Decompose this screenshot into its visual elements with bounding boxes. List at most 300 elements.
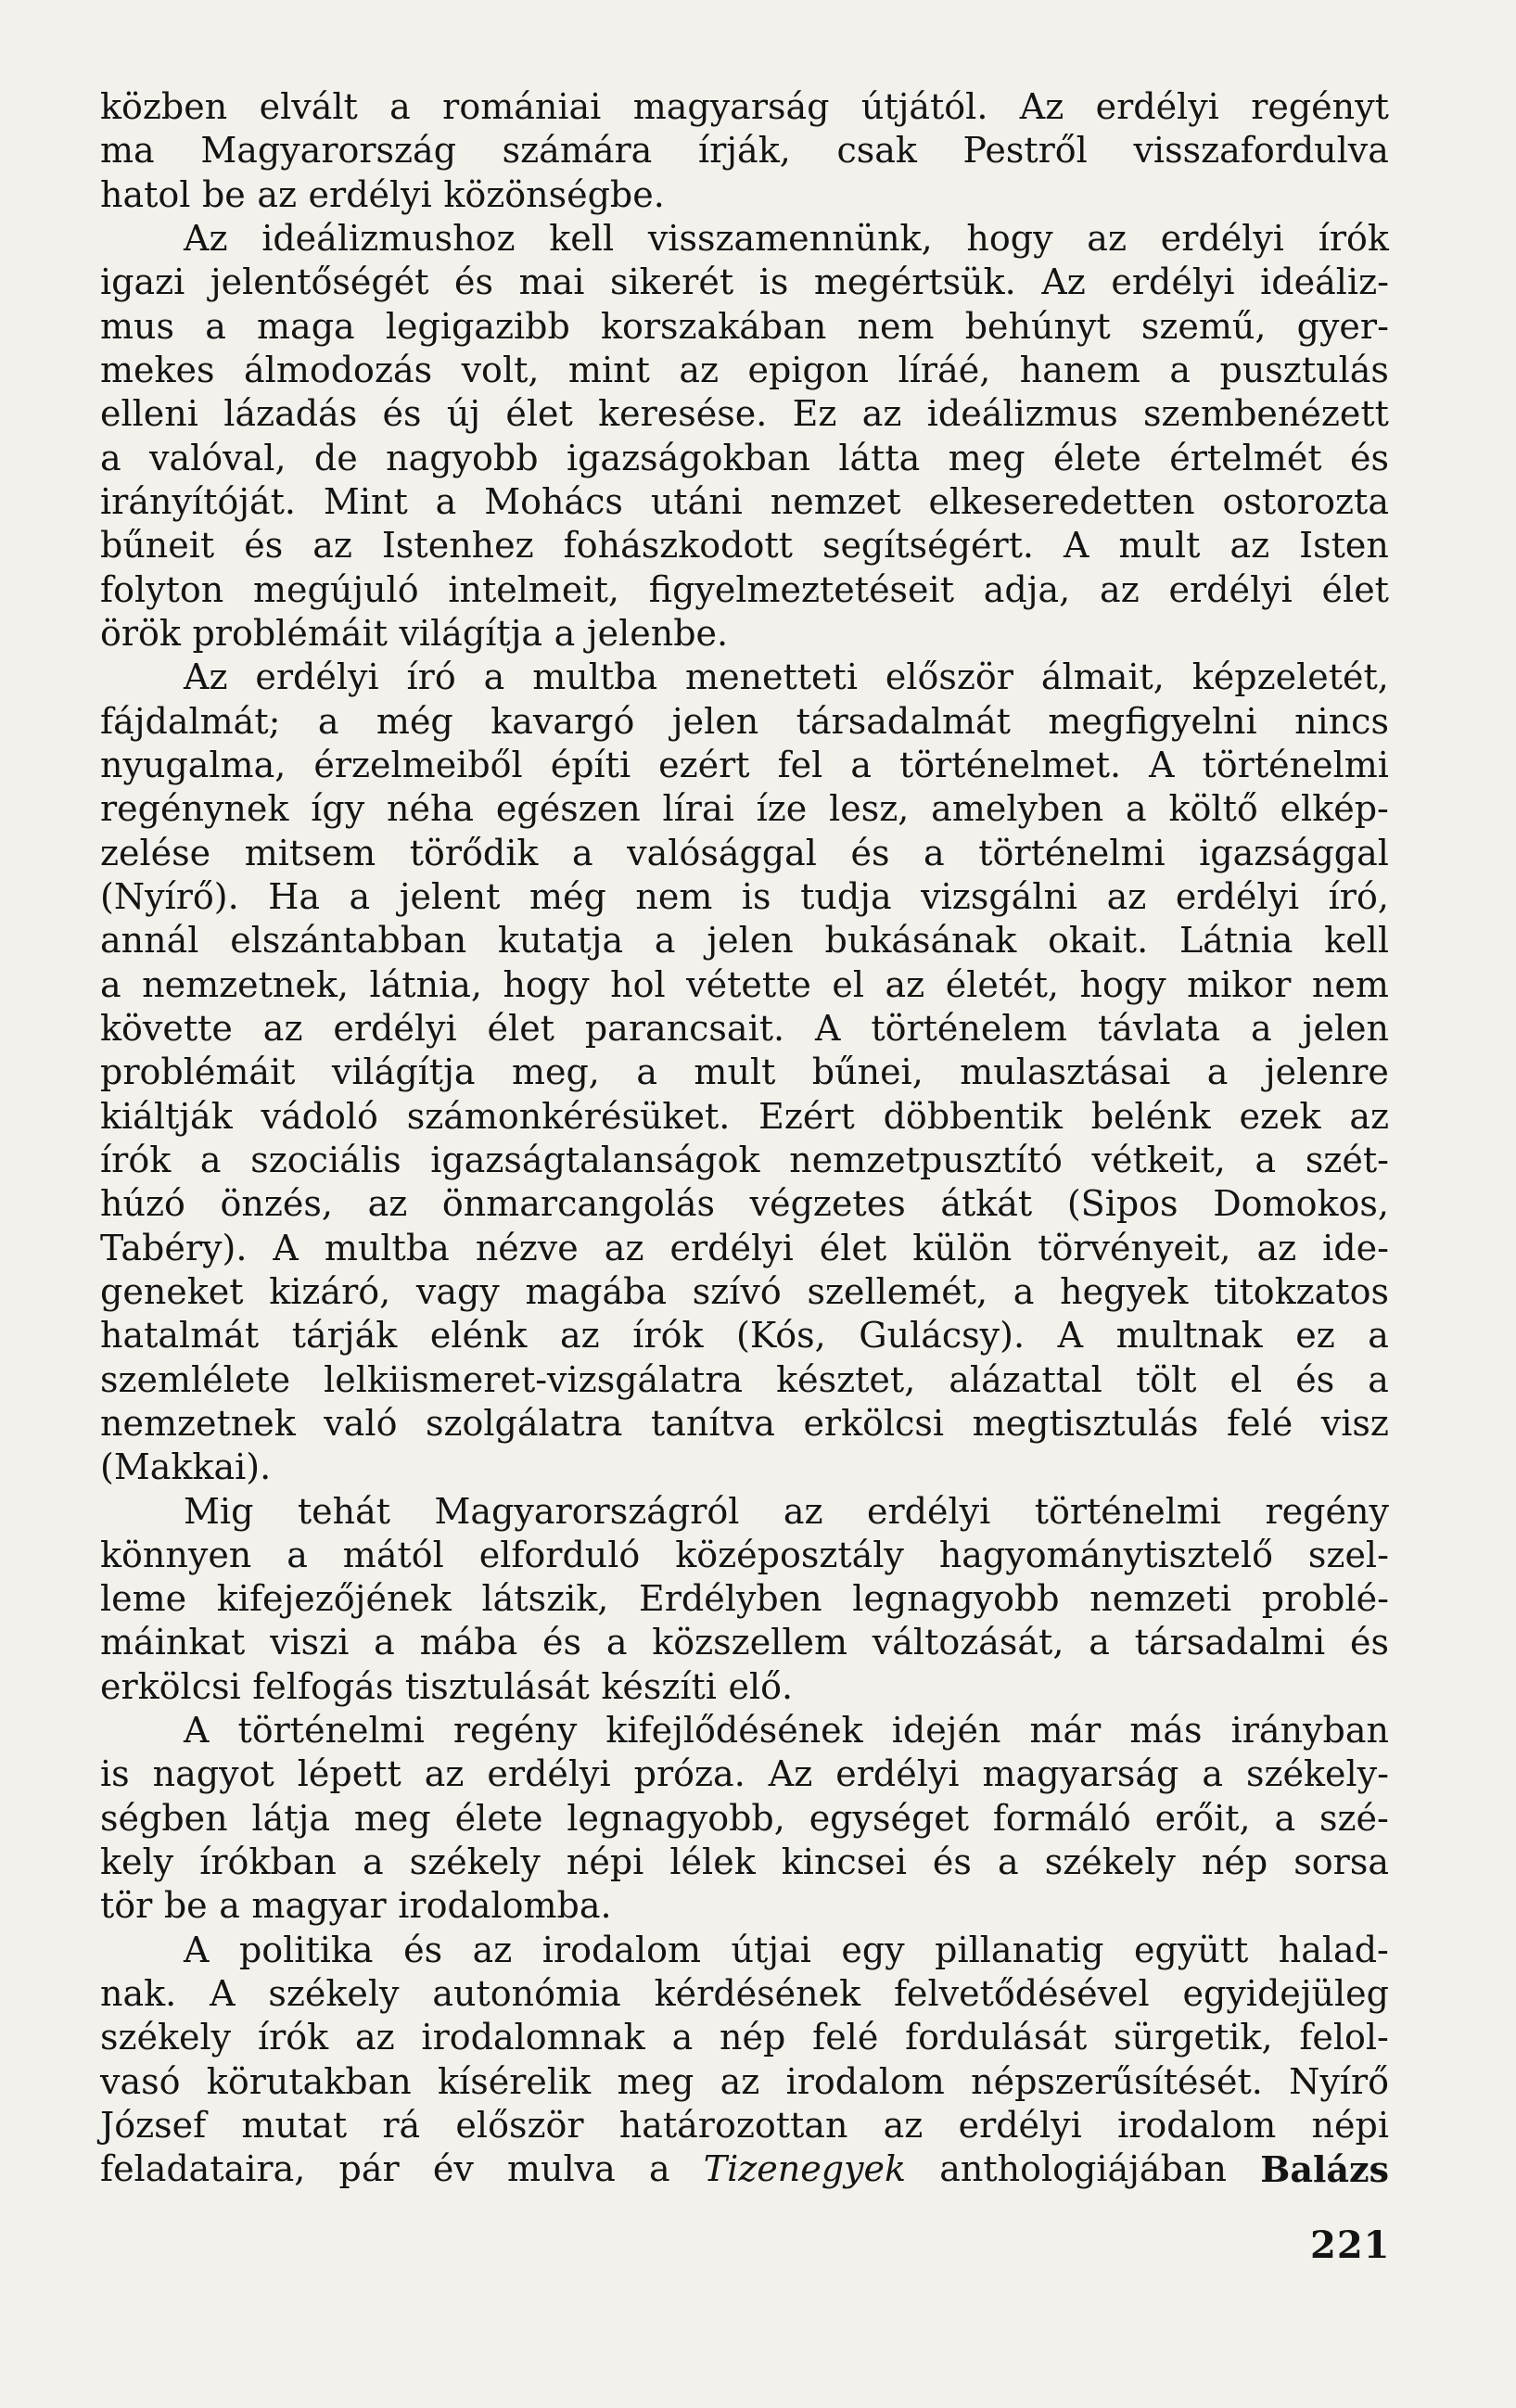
word: és: [403, 1929, 443, 1970]
word: változását,: [872, 1622, 1064, 1663]
word: a: [349, 875, 371, 917]
word: lírai: [662, 788, 734, 830]
word: az: [1229, 525, 1270, 567]
text-line: [100, 2060, 1389, 2104]
word: készíti: [601, 1665, 717, 1707]
word: visz: [1320, 1402, 1389, 1444]
word: sürgetik,: [1114, 2017, 1273, 2058]
word: jelenbe.: [586, 612, 729, 654]
word: erdélyi: [487, 1753, 611, 1795]
word: új: [446, 393, 481, 435]
text-line: [100, 1270, 1389, 1314]
word: regény: [1265, 1490, 1389, 1532]
word: irodalom: [541, 1929, 702, 1970]
word: kell: [549, 217, 615, 259]
word: íze: [756, 788, 808, 830]
word: vádoló: [261, 1095, 378, 1137]
word: egy: [841, 1929, 905, 1970]
word: formáló: [992, 1797, 1131, 1839]
word: nagyot: [152, 1753, 274, 1795]
word: tanítva: [650, 1402, 775, 1444]
word: viszi: [270, 1622, 350, 1663]
word: szembenézett: [1143, 393, 1389, 435]
word: vagy: [415, 1270, 500, 1312]
word: jelentőségét: [210, 261, 429, 303]
word: külön: [912, 1227, 1013, 1268]
word: a: [554, 612, 576, 654]
word: ezért: [658, 744, 750, 785]
text-line: [100, 1797, 1389, 1841]
word: útjától.: [860, 86, 988, 127]
word: rá: [382, 2105, 421, 2147]
word: leme: [100, 1578, 187, 1620]
text-line: [100, 524, 1389, 567]
word: felé: [812, 2017, 879, 2058]
word: a: [435, 480, 457, 522]
word: még: [529, 875, 606, 917]
word: volt,: [461, 349, 540, 390]
word: az: [262, 1007, 303, 1049]
word: bűnei,: [811, 1051, 924, 1093]
word: mitsem: [244, 832, 376, 873]
word: segítségért.: [822, 525, 1034, 567]
word: Pestről: [962, 130, 1088, 172]
text-line: [100, 700, 1389, 744]
word: folyton: [100, 568, 224, 610]
word: Tizenegyek: [703, 2148, 907, 2190]
word: húzó: [100, 1183, 185, 1225]
word: líráé,: [898, 349, 991, 390]
word: egészen: [495, 788, 641, 830]
word: mult: [1118, 525, 1201, 567]
word: a: [374, 1622, 395, 1663]
word: tör: [100, 1885, 153, 1927]
word: Domokos,: [1213, 1183, 1389, 1225]
word: nézve: [475, 1227, 579, 1268]
word: a: [100, 437, 121, 478]
text-line: [100, 173, 1389, 217]
text-line: [100, 1709, 1389, 1752]
word: szívó: [692, 1270, 782, 1312]
word: erdélyi: [669, 1227, 794, 1268]
word: zelése: [100, 832, 211, 873]
word: Ezért: [758, 1095, 855, 1137]
word: írók: [1318, 217, 1389, 259]
word: pillanatig: [935, 1929, 1104, 1970]
word: jelent: [399, 875, 501, 917]
word: közszellem: [652, 1622, 848, 1663]
word: élet: [819, 1227, 887, 1268]
text-line: [100, 1446, 1389, 1489]
word: az: [1100, 568, 1140, 610]
word: székely-: [1245, 1753, 1389, 1795]
word: törvényeit,: [1038, 1227, 1231, 1268]
word: elvált: [259, 86, 358, 127]
word: Az: [768, 1753, 813, 1795]
text-line: [100, 261, 1389, 304]
word: igazságokban: [566, 437, 810, 478]
word: vétkeit,: [1091, 1139, 1226, 1180]
word: hanem: [1019, 349, 1140, 390]
word: a: [654, 920, 676, 962]
word: nemzetnek: [100, 1402, 296, 1444]
word: az: [1106, 875, 1147, 917]
word: szociális: [250, 1139, 401, 1180]
word: mától: [342, 1534, 444, 1575]
word: visszamennünk,: [647, 217, 933, 259]
word: a: [636, 1051, 657, 1093]
word: a: [1089, 1622, 1110, 1663]
word: A: [814, 1007, 841, 1049]
word: átkát: [940, 1183, 1033, 1225]
word: kiáltják: [100, 1095, 233, 1137]
word: nem: [635, 875, 713, 917]
word: látnia,: [369, 963, 482, 1005]
word: a: [100, 963, 121, 1005]
text-line: [100, 963, 1389, 1007]
text-line: [100, 1929, 1389, 1972]
word: lelkiismeret-vizsgálatra: [324, 1358, 744, 1400]
text-line: [100, 1534, 1389, 1577]
word: irodalom: [1117, 2105, 1277, 2147]
text-line: [100, 392, 1389, 436]
word: megújuló: [252, 568, 419, 610]
word: fohászkodott: [563, 525, 793, 567]
word: szemű,: [1140, 305, 1267, 347]
word: szellemét,: [807, 1270, 988, 1312]
word: erdélyi: [1160, 217, 1284, 259]
word: felol-: [1299, 2017, 1389, 2058]
word: mikor: [1187, 963, 1292, 1005]
word: Mohács: [484, 480, 623, 522]
word: népszerűsítését.: [971, 2060, 1263, 2102]
word: történelmet.: [898, 744, 1122, 785]
word: megfigyelni: [1048, 700, 1257, 742]
word: lázadás: [223, 393, 358, 435]
word: erkölcsi: [100, 1665, 241, 1707]
word: próza.: [633, 1753, 745, 1795]
word: legigazibb: [385, 305, 570, 347]
word: az: [472, 1929, 513, 1970]
word: mus: [100, 305, 175, 347]
text-line: [100, 1227, 1389, 1270]
word: Ha: [268, 875, 320, 917]
word: és: [1295, 1358, 1335, 1400]
word: be: [163, 1885, 208, 1927]
word: visszafordulva: [1133, 130, 1389, 172]
text-line: [100, 2147, 1389, 2191]
word: regénynek: [100, 788, 289, 830]
text-line: [100, 2104, 1389, 2147]
text-line: [100, 612, 1389, 656]
word: az: [783, 1490, 823, 1532]
word: már: [1029, 1710, 1102, 1752]
word: romániai: [442, 86, 602, 127]
word: fájdalmát;: [100, 700, 281, 742]
word: hegyek: [1060, 1270, 1189, 1312]
page-number: 221: [1310, 2223, 1391, 2267]
word: felvetődésével: [893, 1973, 1150, 2015]
word: írók: [100, 1139, 172, 1180]
word: sikerét: [610, 261, 734, 303]
word: a: [199, 1139, 222, 1180]
word: halad-: [1278, 1929, 1389, 1970]
word: a: [571, 832, 593, 873]
word: erőit,: [1154, 1797, 1251, 1839]
word: a: [287, 1534, 308, 1575]
text-line: [100, 1358, 1389, 1402]
word: év: [432, 2148, 474, 2190]
word: és: [244, 525, 284, 567]
word: az: [1256, 1227, 1297, 1268]
text-line: [100, 1972, 1389, 2016]
word: késztet,: [776, 1358, 916, 1400]
word: tárják: [291, 1315, 398, 1357]
word: Erdélyben: [638, 1578, 822, 1620]
text-line: [100, 1314, 1389, 1357]
text-line: [100, 919, 1389, 962]
word: kísérelik: [438, 2060, 592, 2102]
word: történelmi: [1034, 1490, 1222, 1532]
word: (Kós,: [736, 1315, 826, 1357]
word: való: [324, 1402, 398, 1444]
word: így: [311, 788, 365, 830]
word: az: [1349, 1095, 1389, 1137]
word: menetteti: [685, 656, 858, 698]
word: a: [219, 1885, 240, 1927]
word: Nyírő: [1289, 2060, 1389, 2102]
word: intelmeit,: [448, 568, 619, 610]
text-line: [100, 656, 1389, 699]
word: a: [205, 305, 226, 347]
word: legnagyobb: [852, 1578, 1060, 1620]
word: távlata: [1097, 1007, 1221, 1049]
text-line: [100, 1577, 1389, 1621]
text-line: [100, 1182, 1389, 1226]
word: nemzetnek,: [142, 963, 349, 1005]
body-text: [100, 85, 1389, 2192]
word: írókban: [199, 1841, 337, 1883]
word: ideáliz-: [1260, 261, 1389, 303]
text-line: [100, 875, 1389, 919]
text-line: [100, 1665, 1389, 1709]
word: feladataira,: [100, 2148, 306, 2190]
word: a: [362, 1841, 384, 1883]
word: be: [201, 173, 246, 215]
word: erdélyi: [866, 1490, 991, 1532]
text-line: [100, 1139, 1389, 1182]
word: problémáit: [192, 612, 388, 654]
word: elkép-: [1280, 788, 1389, 830]
word: szét-: [1305, 1139, 1389, 1180]
word: ostorozta: [1222, 480, 1389, 522]
word: egyidejüleg: [1182, 1973, 1389, 2015]
word: utáni: [650, 480, 743, 522]
word: nép: [1201, 1841, 1268, 1883]
word: irányban: [1230, 1710, 1389, 1752]
word: szemlélete: [100, 1358, 291, 1400]
word: felfogás: [252, 1665, 394, 1707]
word: magyarság: [632, 86, 830, 127]
word: mult: [694, 1051, 776, 1093]
word: ma: [100, 130, 155, 172]
word: el: [832, 963, 865, 1005]
word: regény: [452, 1710, 578, 1752]
word: nemzetpusztító: [789, 1139, 1063, 1180]
word: népi: [1311, 2105, 1389, 2147]
word: hogy: [503, 963, 590, 1005]
word: a: [1013, 1270, 1035, 1312]
word: közönségbe.: [443, 173, 665, 215]
word: székely: [1044, 1841, 1176, 1883]
word: körutakban: [206, 2060, 412, 2102]
word: kifejlődésének: [605, 1710, 863, 1752]
word: székely: [409, 1841, 541, 1883]
text-line: [100, 1752, 1389, 1796]
word: problé-: [1261, 1578, 1389, 1620]
word: álmait,: [1040, 656, 1165, 698]
word: a: [1251, 1007, 1272, 1049]
word: hatalmát: [100, 1315, 260, 1357]
word: az: [560, 1315, 600, 1357]
word: A: [273, 1227, 299, 1268]
word: ezek: [1239, 1095, 1321, 1137]
word: magyar: [251, 1885, 387, 1927]
word: a: [605, 1622, 628, 1663]
word: de: [313, 437, 358, 478]
word: Istenhez: [381, 525, 534, 567]
word: A: [1149, 744, 1175, 785]
word: valóval,: [149, 437, 287, 478]
word: ségben: [100, 1797, 228, 1839]
text-line: [100, 437, 1389, 480]
word: történelmi: [1202, 744, 1389, 785]
text-line: [100, 1621, 1389, 1664]
word: költő: [1168, 788, 1258, 830]
word: A: [1057, 1315, 1084, 1357]
word: végzetes: [749, 1183, 906, 1225]
word: középosztály: [675, 1534, 904, 1575]
word: lélek: [669, 1841, 756, 1883]
word: látta: [838, 437, 921, 478]
word: történelmi: [978, 832, 1166, 873]
word: kutatja: [497, 920, 624, 962]
word: a: [671, 2017, 694, 2058]
word: mulasztásai: [960, 1051, 1171, 1093]
word: élet: [487, 1007, 554, 1049]
word: az: [604, 1227, 644, 1268]
word: elszántabban: [230, 920, 467, 962]
word: alázattal: [949, 1358, 1102, 1400]
word: valósággal: [627, 832, 817, 873]
word: döbbentik: [883, 1095, 1063, 1137]
word: annál: [100, 920, 199, 962]
word: az: [257, 173, 298, 215]
word: sorsa: [1293, 1841, 1389, 1883]
word: meg,: [511, 1051, 600, 1093]
word: székely: [100, 2017, 232, 2058]
text-line: [100, 1402, 1389, 1446]
word: élete: [1052, 437, 1141, 478]
word: pusztulás: [1219, 349, 1389, 390]
word: a: [1169, 349, 1191, 390]
word: lesz,: [829, 788, 910, 830]
text-line: [100, 1490, 1389, 1534]
word: székely: [268, 1973, 400, 2015]
word: Mint: [323, 480, 408, 522]
word: a: [483, 656, 505, 698]
word: útjai: [731, 1929, 811, 1970]
word: elforduló: [478, 1534, 641, 1575]
word: irodalomba.: [398, 1885, 612, 1927]
word: A: [210, 1973, 236, 2015]
word: okait.: [1048, 920, 1149, 962]
word: (Sipos: [1066, 1183, 1178, 1225]
word: el: [1229, 1358, 1263, 1400]
word: megértsük.: [813, 261, 1016, 303]
word: jelen: [707, 920, 794, 962]
word: élet: [505, 393, 573, 435]
word: vizsgálni: [921, 875, 1078, 917]
word: és: [1349, 437, 1389, 478]
word: adja,: [983, 568, 1071, 610]
word: geneket: [100, 1270, 244, 1312]
word: legnagyobb,: [567, 1797, 785, 1839]
word: irodalomnak: [421, 2017, 645, 2058]
word: multba: [532, 656, 658, 698]
word: közben: [100, 86, 228, 127]
word: Tabéry).: [100, 1227, 248, 1268]
word: hol: [610, 963, 666, 1005]
word: ide-: [1322, 1227, 1389, 1268]
word: a: [997, 1841, 1019, 1883]
word: Gulácsy).: [859, 1315, 1026, 1357]
word: elő.: [728, 1665, 794, 1707]
word: jelenre: [1264, 1051, 1389, 1093]
word: magába: [525, 1270, 668, 1312]
word: és: [1349, 1622, 1389, 1663]
word: igazi: [100, 261, 185, 303]
word: pár: [338, 2148, 400, 2190]
word: a: [1202, 1753, 1223, 1795]
word: nagyobb: [386, 437, 539, 478]
text-line: [100, 2016, 1389, 2059]
word: erdélyi: [1175, 875, 1300, 917]
word: bűneit: [100, 525, 215, 567]
word: az: [861, 393, 902, 435]
word: írók: [257, 2017, 329, 2058]
word: képzeletét,: [1191, 656, 1389, 698]
word: multnak: [1115, 1315, 1263, 1357]
word: író,: [1328, 875, 1389, 917]
word: erdélyi: [958, 2105, 1082, 2147]
word: az: [424, 1753, 465, 1795]
word: amelyben: [931, 788, 1104, 830]
word: felé: [1227, 1402, 1293, 1444]
word: erdélyi: [835, 1753, 960, 1795]
word: a: [1206, 1051, 1229, 1093]
word: irodalom: [785, 2060, 945, 2102]
word: társadalmi: [1134, 1622, 1326, 1663]
word: építi: [550, 744, 631, 785]
text-line: [100, 1007, 1389, 1051]
word: a: [1368, 1358, 1389, 1400]
word: törődik: [409, 832, 539, 873]
word: irányítóját.: [100, 480, 297, 522]
text-line: [100, 349, 1389, 392]
word: a: [389, 86, 411, 127]
word: maga: [257, 305, 355, 347]
